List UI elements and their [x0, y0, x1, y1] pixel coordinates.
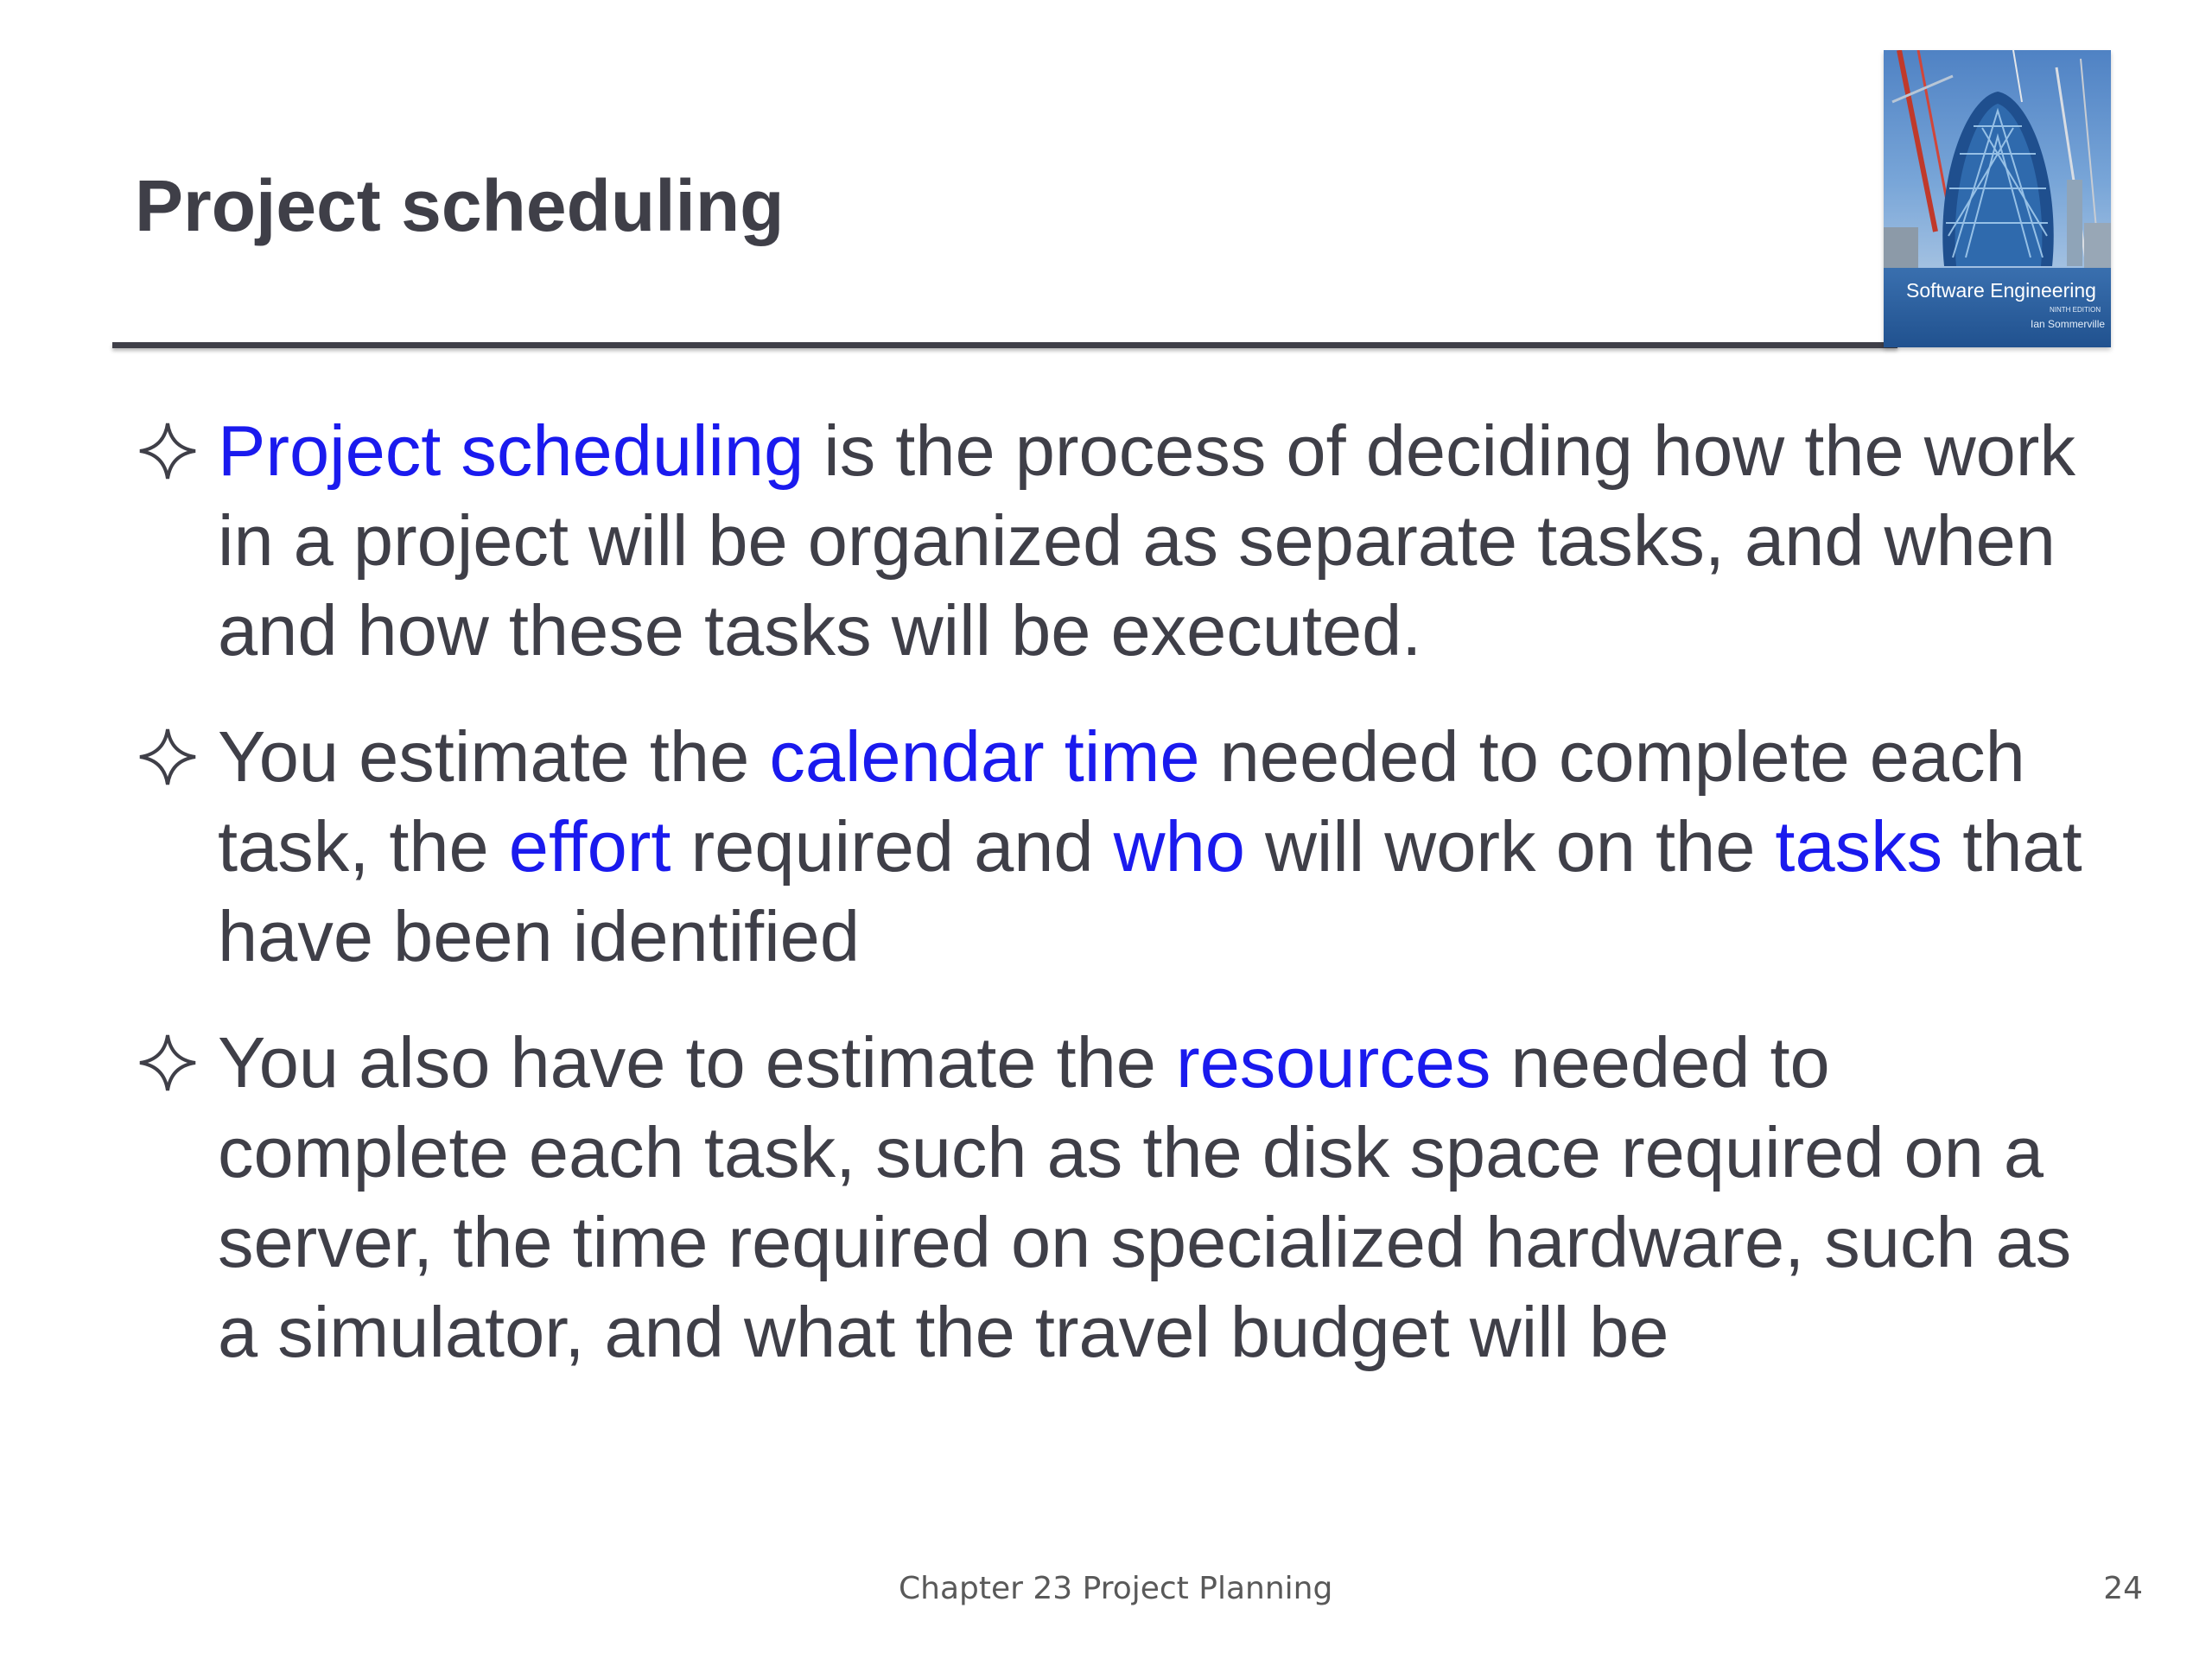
bullet-text-segment: tasks	[1775, 806, 1943, 887]
bullet-text-segment: that have been identified	[218, 806, 2082, 976]
cover-title: Software Engineering	[1906, 279, 2096, 302]
bullet-text-segment: resources	[1175, 1022, 1491, 1103]
bullet-text-segment: needed to complete each task, such as the disk space required on a server, the time required on specialized hardware, such as a simulator, and what the travel budget will be	[218, 1022, 2072, 1372]
bullet-text-segment: who	[1113, 806, 1245, 887]
bullet-text-segment: required and	[671, 806, 1114, 887]
book-cover-logo	[1884, 50, 2111, 347]
bullet-item	[138, 1018, 2126, 1377]
bullet-text-segment: effort	[508, 806, 671, 887]
bullet-text-segment: You estimate the	[218, 716, 770, 797]
bullet-text-segment: needed to complete each task, the	[218, 716, 2025, 887]
slide-title: Project scheduling	[135, 165, 785, 246]
cover-edition: NINTH EDITION	[2050, 306, 2101, 314]
bullet-item	[138, 712, 2126, 982]
bullet-text-segment: calendar time	[769, 716, 1200, 797]
page-number: 24	[2103, 1571, 2143, 1606]
cover-author: Ian Sommerville	[2031, 318, 2106, 330]
four-point-star-outline-icon	[138, 422, 197, 480]
bullet-text-segment: You also have to estimate the	[218, 1022, 1176, 1103]
bullet-item	[138, 406, 2126, 676]
footer-chapter-label: Chapter 23 Project Planning	[899, 1571, 1333, 1606]
bullet-text-segment: Project scheduling	[218, 410, 804, 491]
bullet-list	[138, 406, 2126, 1414]
bullet-text-segment: is the process of deciding how the work in a project will be organized as separate tasks, and when and how these tasks will be executed.	[218, 410, 2075, 671]
four-point-star-outline-icon	[138, 1033, 197, 1092]
title-divider	[112, 342, 1897, 348]
four-point-star-outline-icon	[138, 728, 197, 786]
bullet-text-segment: will work on the	[1244, 806, 1776, 887]
